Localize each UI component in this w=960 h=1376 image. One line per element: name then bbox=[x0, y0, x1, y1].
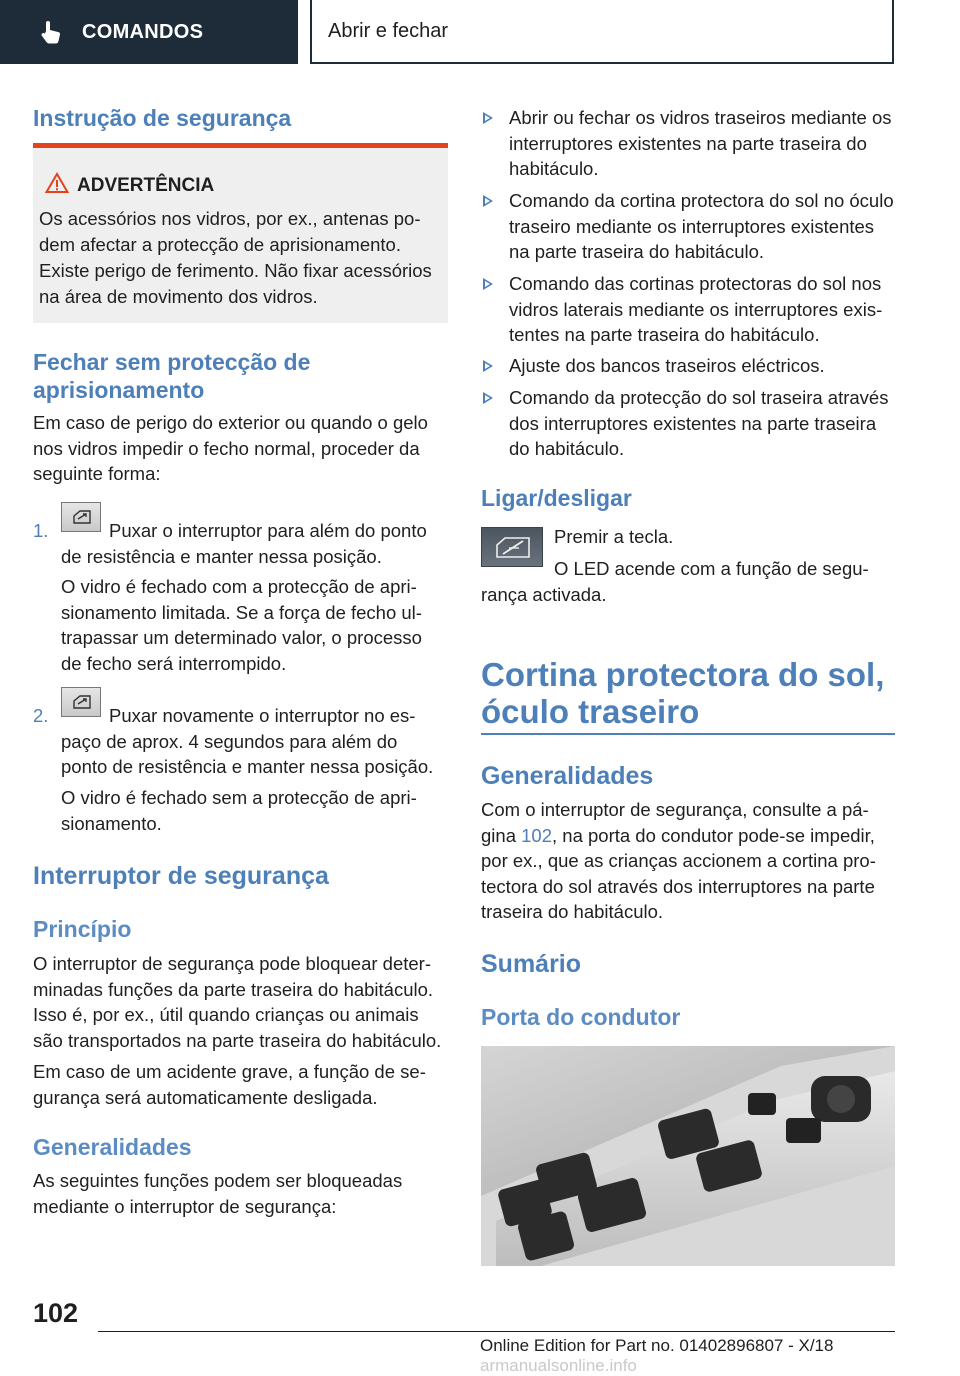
bullet-triangle-icon bbox=[483, 392, 493, 404]
step-number: 1. bbox=[33, 520, 49, 541]
bullet-triangle-icon bbox=[483, 278, 493, 290]
warning-box bbox=[33, 143, 448, 323]
footer-rule bbox=[98, 1331, 895, 1332]
list-item: Abrir ou fechar os vidros traseiros mediante os interruptores existentes na parte traseira do habitáculo. bbox=[509, 107, 892, 179]
step-note: O vidro é fechado sem a protecção de aprisionamento. bbox=[61, 787, 417, 834]
list-item: Comando da protecção do sol traseira através dos interruptores existentes na parte traseira do habitáculo. bbox=[509, 387, 889, 459]
heading-generalidades-left: Generalidades bbox=[33, 1134, 192, 1160]
list-item: Comando da cortina protectora do sol no óculo traseiro mediante os interruptores existentes na parte traseira do habitáculo. bbox=[509, 190, 894, 262]
paragraph-principio-2: Em caso de um acidente grave, a função de segurança será automaticamente desligada. bbox=[33, 1061, 426, 1108]
paragraph-generalidades-left: As seguintes funções podem ser bloqueadas mediante o interruptor de segurança: bbox=[33, 1170, 403, 1217]
paragraph-fechar: Em caso de perigo do exterior ou quando o gelo nos vidros impedir o fecho normal, proceder da seguinte forma: bbox=[33, 412, 428, 484]
watermark: armanualsonline.info bbox=[480, 1356, 637, 1375]
warning-triangle-icon bbox=[45, 172, 69, 194]
bullet-triangle-icon bbox=[483, 360, 493, 372]
heading-sumario: Sumário bbox=[481, 950, 582, 978]
list-item: Comando das cortinas protectoras do sol nos vidros laterais mediante os interruptores existentes na parte traseira do habitáculo. bbox=[509, 273, 883, 345]
footer-edition: Online Edition for Part no. 01402896807 - X/18 armanualsonline.info bbox=[480, 1336, 834, 1375]
section-label: COMANDOS bbox=[82, 20, 204, 43]
warning-text: Os acessórios nos vidros, por ex., antenas podem afectar a protecção de aprisionamento. Existe perigo de ferimento. Não fixar acessórios na área de movimento dos vidros. bbox=[39, 208, 432, 307]
step-note: O vidro é fechado com a protecção de aprisionamento limitada. Se a força de fecho ultrapassar um determinado valor, o processo de fecho será interrompido. bbox=[61, 576, 422, 674]
heading-porta: Porta do condutor bbox=[481, 1004, 681, 1030]
page-number: 102 bbox=[33, 1298, 79, 1328]
ligar-text-1: Premir a tecla. bbox=[554, 526, 674, 547]
door-window-switches-photo bbox=[481, 1046, 895, 1266]
paragraph-principio-1: O interruptor de segurança pode bloquear determinadas funções da parte traseira do habitáculo. Isso é, por ex., útil quando crianças ou animais são transportados na parte traseira do habitáculo. bbox=[33, 953, 442, 1051]
heading-rule bbox=[481, 733, 895, 735]
step-text: Puxar o interruptor para além do ponto de resistência e manter nessa posição. bbox=[61, 520, 427, 567]
heading-fechar: Fechar sem protecção de aprisionamento bbox=[33, 349, 311, 403]
heading-cortina: Cortina protectora do sol, óculo traseiro bbox=[481, 656, 885, 730]
heading-principio: Princípio bbox=[33, 916, 132, 942]
page-link[interactable]: 102 bbox=[521, 824, 552, 846]
step-number: 2. bbox=[33, 705, 49, 726]
page-title: Abrir e fechar bbox=[310, 0, 894, 64]
heading-ligar: Ligar/desligar bbox=[481, 485, 632, 511]
heading-interruptor: Interruptor de segurança bbox=[33, 862, 329, 890]
paragraph-generalidades-right: Com o interruptor de segurança, consulte a página 102, na porta do condutor pode-se impedir, por ex., que as crianças accionem a cortina protectora do sol através dos interruptores na parte traseira do habitáculo. bbox=[481, 799, 876, 922]
hand-pointer-icon bbox=[38, 19, 64, 45]
heading-instrucao: Instrução de segurança bbox=[33, 105, 292, 131]
bullet-triangle-icon bbox=[483, 195, 493, 207]
section-tab bbox=[0, 0, 298, 64]
bullet-triangle-icon bbox=[483, 112, 493, 124]
heading-generalidades-right: Generalidades bbox=[481, 762, 654, 790]
ligar-text-2: O LED acende com a função de segurança activada. bbox=[481, 558, 869, 605]
list-item: Ajuste dos bancos traseiros eléctricos. bbox=[509, 355, 825, 376]
warning-title: ADVERTÊNCIA bbox=[77, 175, 215, 196]
step-text: Puxar novamente o interruptor no espaço de aprox. 4 segundos para além do ponto de resistência e manter nessa posição. bbox=[61, 705, 434, 777]
